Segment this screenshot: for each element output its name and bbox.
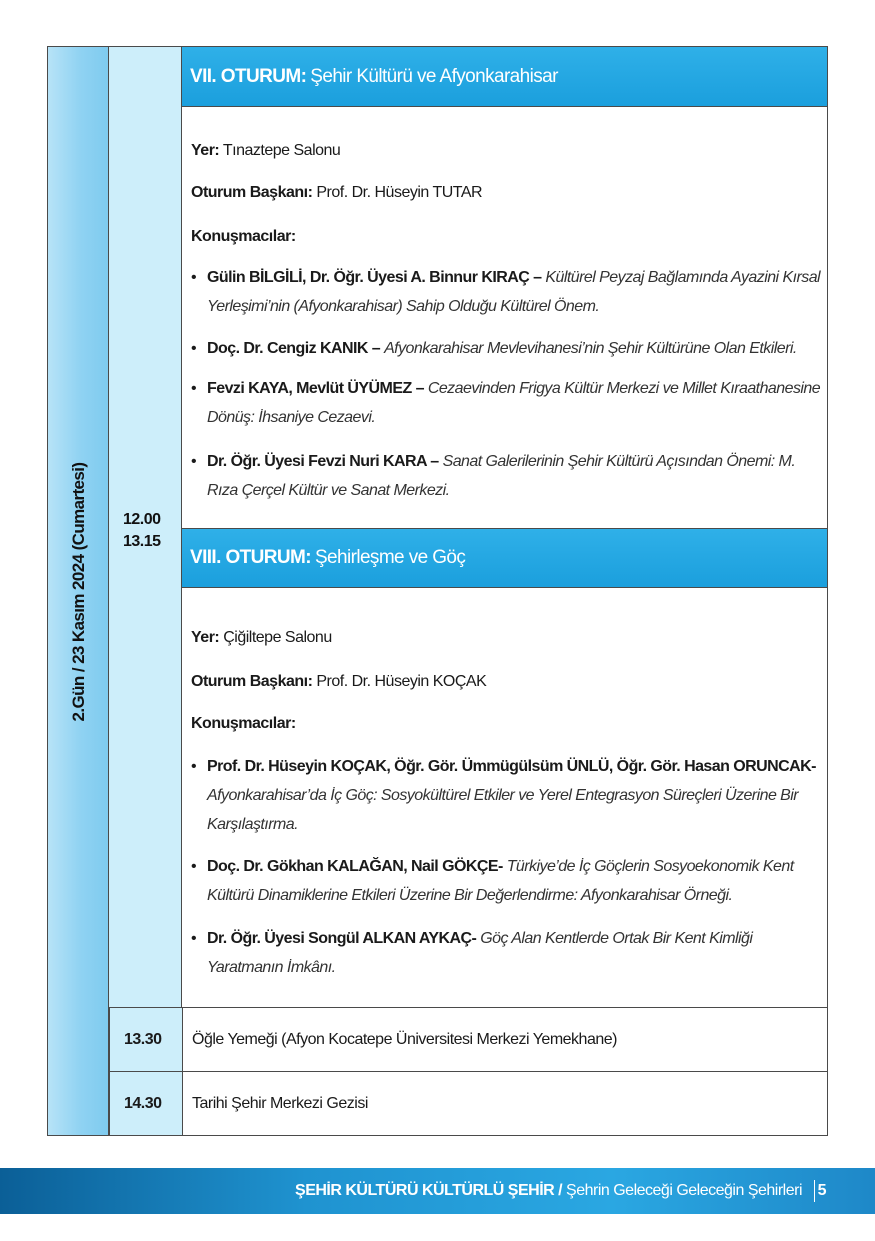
speakers-heading: Konuşmacılar: (191, 715, 296, 732)
talk-title: Göç Alan Kentlerde Ortak Bir Kent Kimliği Yaratmanın İmkânı. (207, 930, 753, 976)
schedule-row (109, 1008, 828, 1072)
bullet-icon: • (191, 453, 197, 470)
session-title: Şehir Kültürü ve Afyonkarahisar (310, 65, 558, 87)
talk-title: Kültürel Peyzaj Bağlamında Ayazini Kırsal Yerleşimi’nin (Afyonkarahisar) Sahip Olduğu Kültürel Önem. (207, 269, 821, 315)
row-time: 14.30 (110, 1072, 183, 1135)
talk-item (191, 447, 821, 505)
session-header (182, 528, 827, 588)
talk-item (191, 852, 821, 910)
talk-authors: Prof. Dr. Hüseyin KOÇAK, Öğr. Gör. Ümmügülsüm ÜNLÜ, Öğr. Gör. Hasan ORUNCAK- (207, 758, 816, 775)
talk-authors: Doç. Dr. Gökhan KALAĞAN, Nail GÖKÇE- (207, 858, 503, 875)
time-column (109, 46, 182, 1008)
session-chair (191, 673, 486, 691)
chair-label: Oturum Başkanı: (191, 673, 313, 690)
talk-item (191, 752, 821, 839)
talk-authors: Gülin BİLGİLİ, Dr. Öğr. Üyesi A. Binnur KIRAÇ – (207, 269, 542, 286)
talk-title: Sanat Galerilerinin Şehir Kültürü Açısından Önemi: M. Rıza Çerçel Kültür ve Sanat Merkezi. (207, 453, 796, 499)
row-text: Öğle Yemeği (Afyon Kocatepe Üniversitesi Merkezi Yemekhane) (192, 1030, 617, 1048)
talk-authors: Fevzi KAYA, Mevlüt ÜYÜMEZ – (207, 380, 424, 397)
footer-divider (814, 1180, 815, 1202)
venue-value: Çiğiltepe Salonu (223, 629, 332, 646)
day-column (47, 46, 109, 1136)
bullet-icon: • (191, 340, 197, 357)
footer-bold-text: ŞEHİR KÜLTÜRÜ KÜLTÜRLÜ ŞEHİR / (295, 1182, 563, 1199)
talk-title: Cezaevinden Frigya Kültür Merkezi ve Millet Kıraathanesine Dönüş: İhsaniye Cezaevi. (207, 380, 821, 426)
talk-item (191, 924, 821, 982)
session-venue (191, 629, 332, 647)
venue-label: Yer: (191, 629, 220, 646)
schedule-row (109, 1072, 828, 1136)
bullet-icon: • (191, 269, 197, 286)
slot-time-end: 13.15 (123, 533, 161, 550)
speakers-heading: Konuşmacılar: (191, 228, 296, 245)
talk-title: Türkiye’de İç Göçlerin Sosyoekonomik Kent Kültürü Dinamiklerine Etkileri Üzerine Bir Değerlendirme: Afyonkarahisar Örneği. (207, 858, 794, 904)
bullet-icon: • (191, 858, 197, 875)
chair-label: Oturum Başkanı: (191, 184, 313, 201)
bullet-icon: • (191, 380, 197, 397)
chair-value: Prof. Dr. Hüseyin KOÇAK (316, 673, 487, 690)
talk-authors: Dr. Öğr. Üyesi Fevzi Nuri KARA – (207, 453, 439, 470)
program-table (47, 46, 828, 1138)
venue-label: Yer: (191, 142, 220, 159)
talk-title: Afyonkarahisar Mevlevihanesi’nin Şehir Kültürüne Olan Etkileri. (384, 340, 797, 357)
row-text: Tarihi Şehir Merkezi Gezisi (192, 1094, 368, 1112)
row-time: 13.30 (110, 1008, 183, 1071)
talk-item (191, 334, 821, 363)
slot-time-start: 12.00 (123, 511, 161, 528)
footer-title (295, 1168, 802, 1214)
talk-item (191, 263, 821, 321)
chair-value: Prof. Dr. Hüseyin TUTAR (316, 184, 483, 201)
talk-authors: Doç. Dr. Cengiz KANIK – (207, 340, 381, 357)
footer-subtitle: Şehrin Geleceği Geleceğin Şehirleri (566, 1182, 802, 1199)
page-footer (0, 1168, 875, 1214)
session-header (182, 47, 827, 107)
session-venue (191, 142, 340, 160)
sessions-cell (182, 46, 828, 1008)
venue-value: Tınaztepe Salonu (222, 142, 341, 159)
session-number: VIII. OTURUM: (190, 547, 311, 568)
session-number: VII. OTURUM: (190, 65, 307, 87)
talk-item (191, 374, 821, 432)
day-label: 2.Gün / 23 Kasım 2024 (Cumartesi) (69, 462, 88, 722)
bullet-icon: • (191, 930, 197, 947)
session-chair (191, 184, 482, 202)
bullet-icon: • (191, 758, 197, 775)
page-number: 5 (817, 1182, 826, 1199)
talk-authors: Dr. Öğr. Üyesi Songül ALKAN AYKAÇ- (207, 930, 477, 947)
session-title: Şehirleşme ve Göç (314, 547, 466, 568)
talk-title: Afyonkarahisar’da İç Göç: Sosyokültürel Etkiler ve Yerel Entegrasyon Süreçleri Üzerine Bir Karşılaştırma. (207, 787, 799, 833)
